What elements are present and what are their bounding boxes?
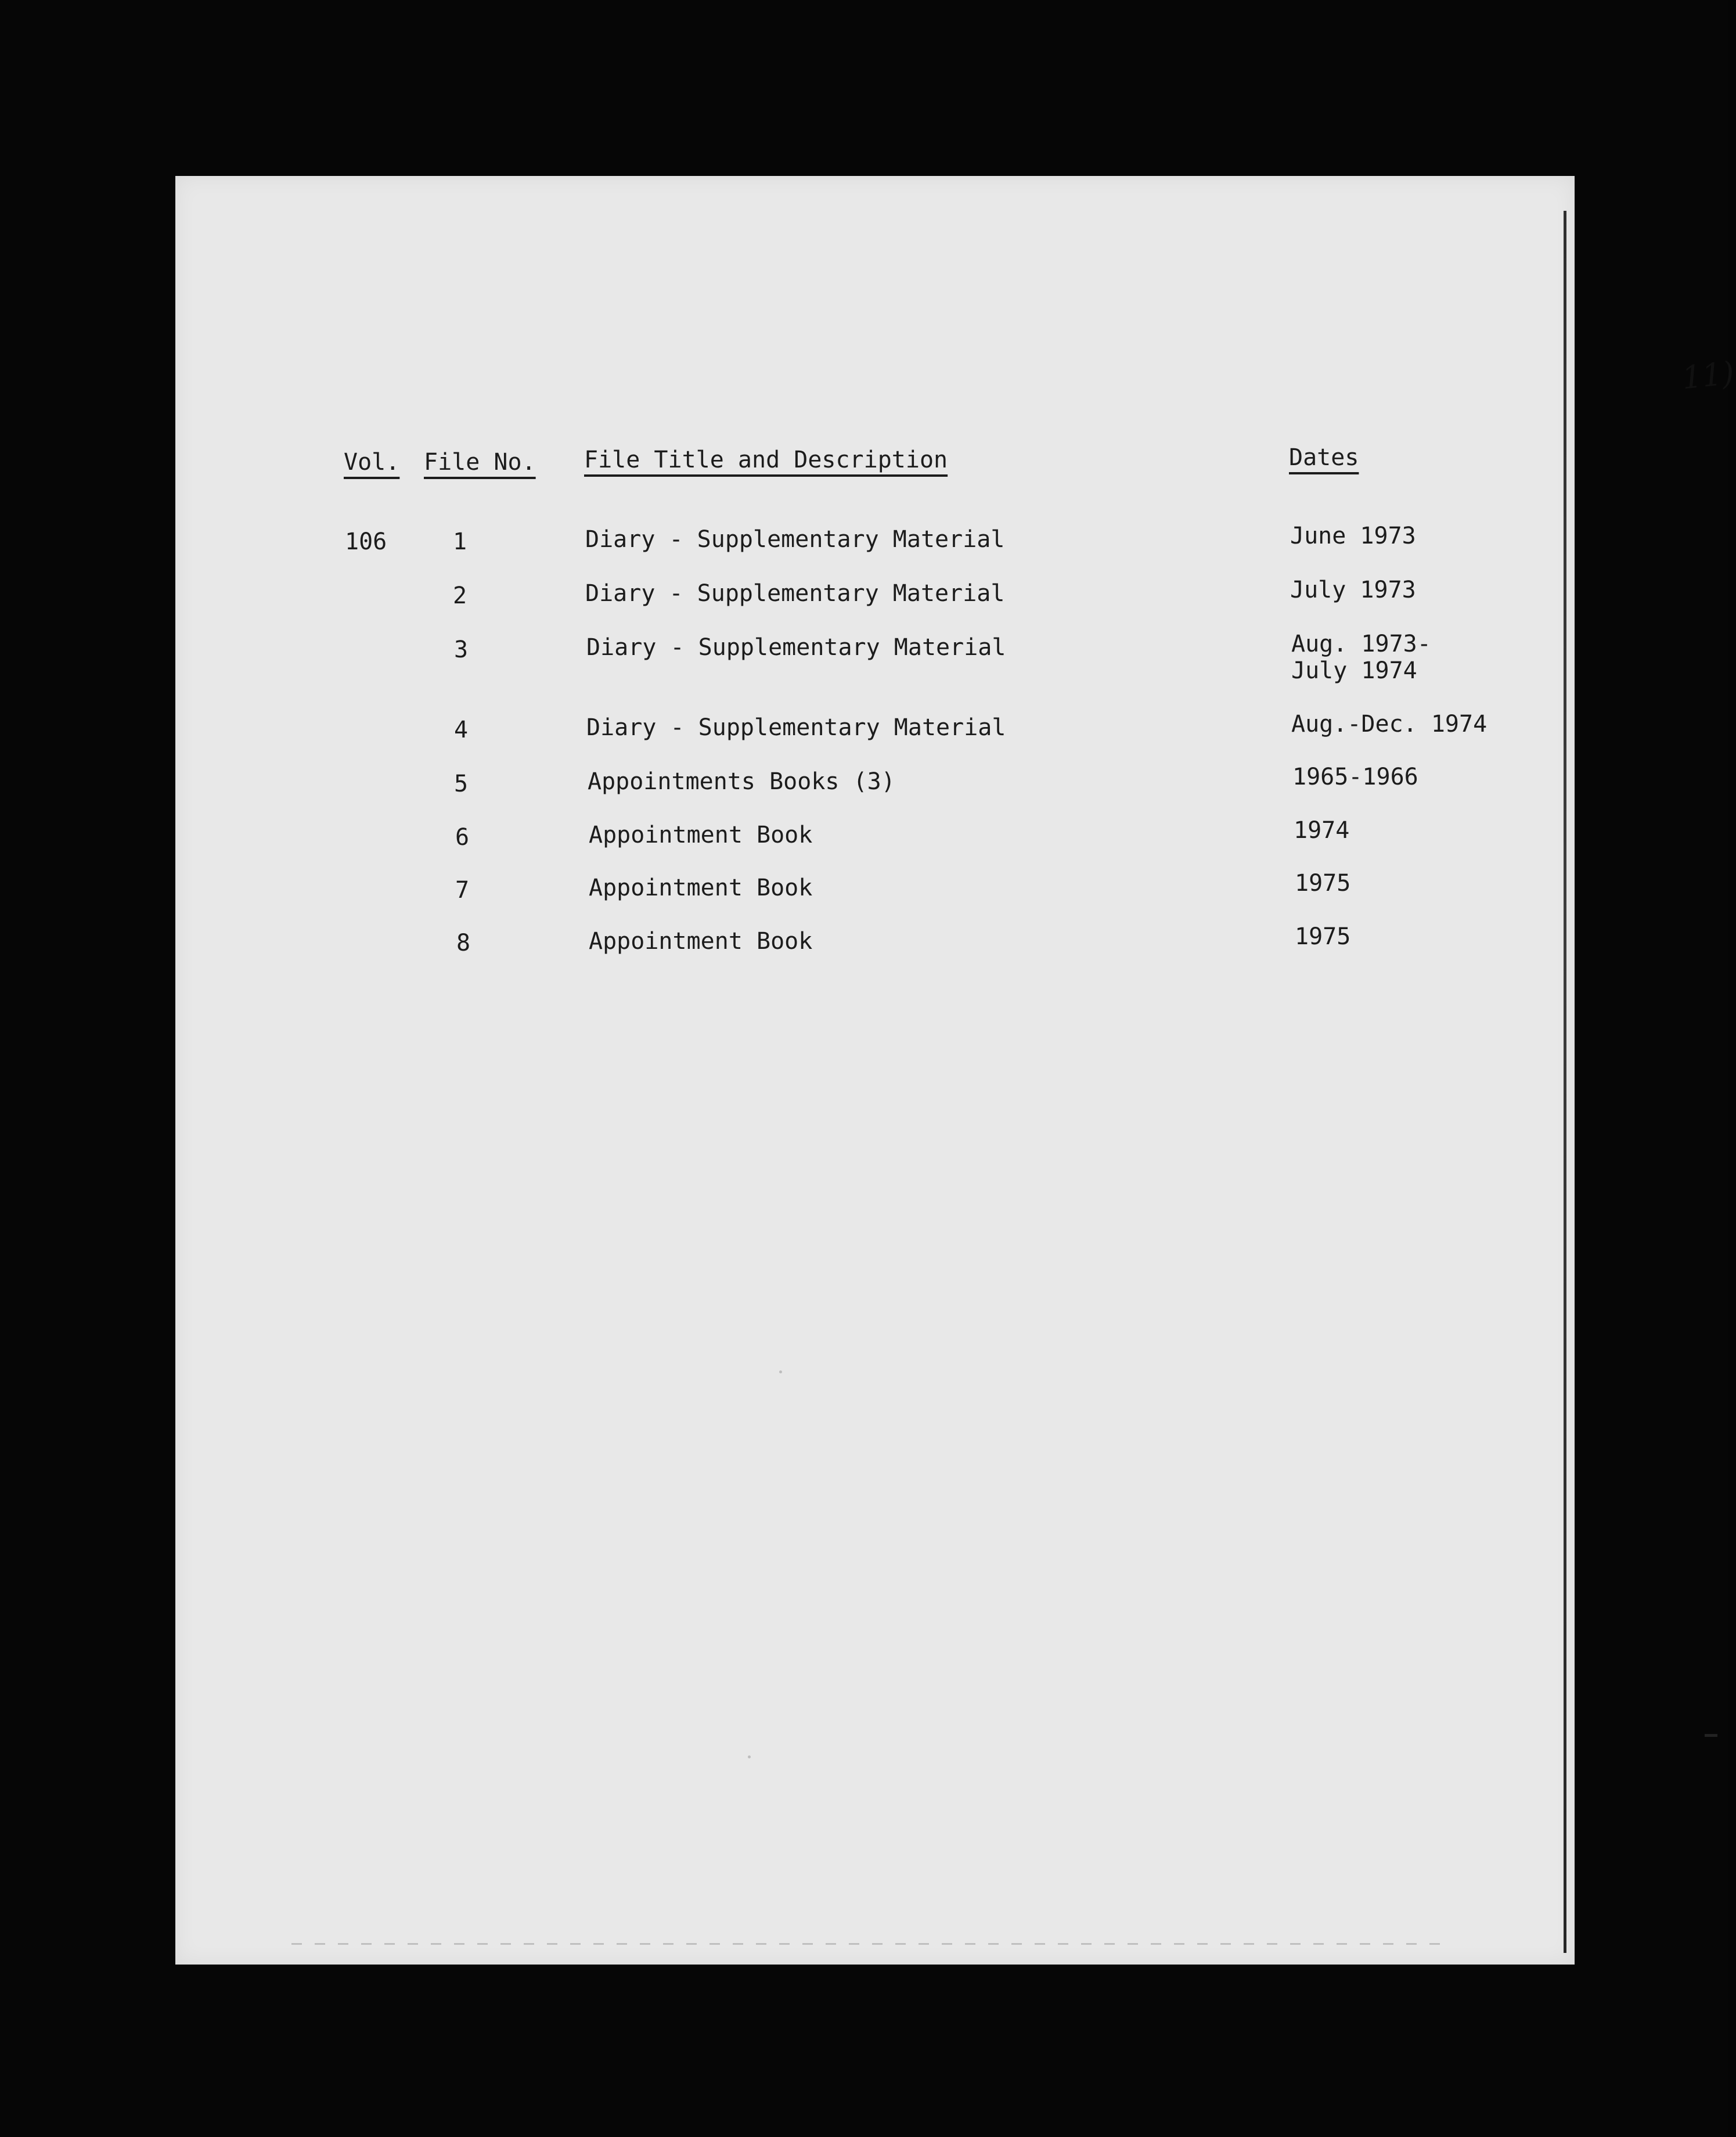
file-title: Appointment Book — [589, 928, 813, 955]
file-date: 1975 — [1295, 870, 1351, 897]
file-number: 1 — [453, 528, 467, 555]
document-page — [175, 176, 1736, 1965]
file-date: 1974 — [1294, 817, 1350, 844]
file-title: Diary - Supplementary Material — [586, 634, 1006, 661]
header-dates: Dates — [1289, 444, 1359, 471]
header-vol: Vol. — [344, 449, 400, 476]
file-number: 5 — [454, 771, 469, 797]
file-number: 6 — [455, 824, 470, 851]
bottom-edge-marks — [291, 1943, 1453, 1945]
file-date: Aug.-Dec. 1974 — [1291, 711, 1488, 737]
file-title: Diary - Supplementary Material — [585, 526, 1005, 553]
file-title: Diary - Supplementary Material — [586, 714, 1006, 741]
file-date: July 1973 — [1290, 577, 1416, 603]
file-date: 1975 — [1295, 923, 1351, 950]
header-title: File Title and Description — [584, 447, 948, 473]
file-title: Diary - Supplementary Material — [585, 580, 1005, 607]
header-file-no: File No. — [424, 449, 536, 476]
file-date-continued: July 1974 — [1291, 657, 1417, 684]
file-number: 8 — [456, 930, 471, 956]
page-edge-line — [1564, 211, 1566, 1953]
file-date: Aug. 1973- — [1291, 631, 1431, 657]
file-number: 7 — [455, 877, 470, 904]
paper-speck — [779, 1370, 782, 1373]
file-number: 2 — [453, 582, 467, 609]
file-date: 1965-1966 — [1292, 764, 1418, 790]
margin-mark — [1705, 1734, 1717, 1737]
file-title: Appointment Book — [589, 875, 813, 901]
file-date: June 1973 — [1290, 523, 1416, 549]
volume-number: 106 — [345, 528, 387, 555]
paper-speck — [748, 1755, 751, 1758]
file-number: 3 — [454, 636, 469, 663]
handwritten-page-number: 11) — [1680, 354, 1736, 397]
file-title: Appointments Books (3) — [588, 768, 895, 795]
file-number: 4 — [454, 717, 469, 743]
file-title: Appointment Book — [589, 822, 813, 848]
